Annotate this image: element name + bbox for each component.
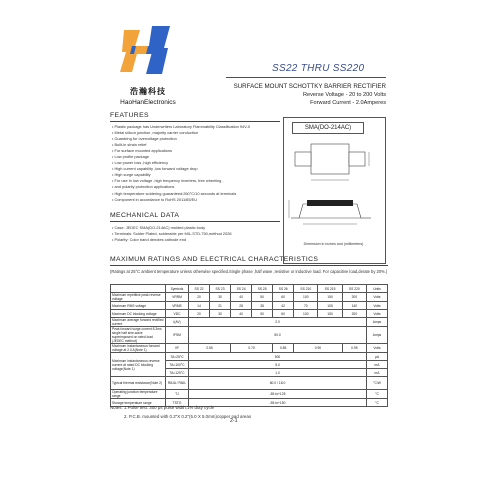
table-cell: SS 24 [231, 285, 252, 293]
table-cell: Symbols [166, 285, 189, 293]
features-list [112, 124, 282, 203]
table-cell: Volts [367, 310, 388, 318]
package-outline-drawing [285, 134, 383, 240]
table-cell: Maximum DC blocking voltage [111, 310, 166, 318]
table-cell: VF [166, 344, 189, 353]
brand-en-name: HaoHanElectronics [120, 99, 176, 106]
ratings-note: (Ratings at 25°C ambient temperature unless otherwise specified.Single phase ,half wave ,resistive or inductive load. For capacitive load,derate by 20%.) [110, 269, 388, 274]
table-cell: Maximum repetitive peak reverse voltage [111, 293, 166, 302]
mechanical-rule [110, 221, 280, 222]
mechanical-list [112, 225, 282, 244]
table-cell: RθJA / RθJL [166, 377, 189, 390]
note-1: Notes: 1.Pulse test: 300 μs pulse width,1% duty cycle [110, 405, 215, 410]
page-number: 2-1 [230, 418, 238, 424]
feature-item: • Built-in strain relief [112, 142, 282, 148]
table-cell: 150 [318, 293, 342, 302]
table-cell: TA=100°C [166, 361, 189, 369]
table-cell: 200 [342, 293, 366, 302]
table-cell: 0.55 [189, 344, 231, 353]
table-cell: 0.90 [294, 344, 343, 353]
table-cell: 30 [210, 310, 231, 318]
table-row [111, 344, 388, 353]
feature-item: • Low power loss ,high efficiency [112, 160, 282, 166]
table-cell: Amps [367, 327, 388, 344]
table-cell: SS 220 [342, 285, 366, 293]
table-cell: SS 210 [294, 285, 318, 293]
table-cell: Maximum instantaneous forward voltage at 2.0 A(Note 1) [111, 344, 166, 353]
table-cell: 14 [189, 302, 210, 310]
table-cell: 100 [294, 310, 318, 318]
feature-item: • For use in low voltage ,high frequency inverters, free wheeling , [112, 178, 282, 184]
table-cell: Volts [367, 344, 388, 353]
mechanical-heading: MECHANICAL DATA [110, 212, 180, 219]
notes-block [110, 403, 390, 421]
table-cell: TA=125°C [166, 369, 189, 377]
table-cell: -55 to+125 [189, 390, 367, 399]
mechanical-item: • Terminals: Solder Plated, solderable per MIL-STD-750,method 2026 [112, 231, 282, 237]
dimension-note: Dimension in inches and (millimeters) [303, 242, 364, 246]
table-cell: 0.85 [273, 344, 294, 353]
features-heading: FEATURES [110, 112, 149, 119]
feature-item: • High temperature soldering guaranteed:260°C/10 seconds at terminals [112, 191, 282, 197]
package-label: SMA(DO-214AC) [292, 122, 364, 134]
table-cell: VRMS [166, 302, 189, 310]
forward-current: Forward Current - 2.0Amperes [310, 100, 386, 106]
table-cell: Maximum instantaneous reverse current at rated DC blocking voltage(Note 1) [111, 353, 166, 377]
table-cell: 140 [342, 302, 366, 310]
features-rule [110, 121, 280, 122]
table-cell: 40 [231, 293, 252, 302]
table-cell: 20 [189, 293, 210, 302]
mechanical-item: • Polarity: Color band denotes cathode end [112, 237, 282, 243]
table-row [111, 285, 388, 293]
table-cell: Amps [367, 318, 388, 327]
ratings-heading: MAXIMUM RATINGS AND ELECTRICAL CHARACTERISTICS [110, 256, 319, 263]
product-subtitle: SURFACE MOUNT SCHOTTKY BARRIER RECTIFIER [233, 83, 386, 90]
table-cell: 40 [231, 310, 252, 318]
table-row [111, 390, 388, 399]
table-cell: 20 [189, 310, 210, 318]
feature-item: • High current capability ,low forward voltage drop [112, 166, 282, 172]
table-cell: 200 [342, 310, 366, 318]
table-cell: 60.0 / 18.0 [189, 377, 367, 390]
table-cell: 50.0 [189, 327, 367, 344]
feature-item: • Component in accordance to RoHS 2011/65/EU [112, 197, 282, 203]
brand-logo [118, 20, 174, 80]
table-cell: °C [367, 390, 388, 399]
table-cell: 30 [210, 293, 231, 302]
table-cell: VDC [166, 310, 189, 318]
table-cell: IFSM [166, 327, 189, 344]
table-cell: 105 [318, 302, 342, 310]
table-cell: Storage temperature range [111, 399, 166, 407]
table-cell: 0.95 [342, 344, 366, 353]
table-cell: -55 to+150 [189, 399, 367, 407]
table-cell: μA [367, 353, 388, 361]
table-cell: 1.0 [189, 369, 367, 377]
table-cell: VRRM [166, 293, 189, 302]
feature-item: • High surge capability [112, 172, 282, 178]
table-row [111, 293, 388, 302]
table-cell [111, 285, 166, 293]
table-row [111, 327, 388, 344]
table-cell: 50 [252, 293, 273, 302]
table-cell: 42 [273, 302, 294, 310]
table-cell: Volts [367, 293, 388, 302]
ratings-rule [110, 265, 388, 266]
feature-item: • Guardring for overvoltage protection [112, 136, 282, 142]
brand-cn-name: 浩瀚科技 [130, 87, 166, 96]
table-cell: 70 [294, 302, 318, 310]
table-cell: I(AV) [166, 318, 189, 327]
table-cell: mA [367, 369, 388, 377]
feature-item: • Low profile package [112, 154, 282, 160]
mechanical-item: • Case: JEDEC SMA(DO-214AC) molded plastic body [112, 225, 282, 231]
part-title: SS22 THRU SS220 [272, 63, 365, 74]
table-cell: SS 26 [273, 285, 294, 293]
table-cell: 28 [231, 302, 252, 310]
table-cell: 100 [294, 293, 318, 302]
table-row [111, 377, 388, 390]
table-cell: 5.0 [189, 361, 367, 369]
feature-item: • and polarity protection applications [112, 184, 282, 190]
table-cell: SS 215 [318, 285, 342, 293]
table-cell: mA [367, 361, 388, 369]
table-cell: Maximum RMS voltage [111, 302, 166, 310]
table-cell: 0.70 [231, 344, 273, 353]
feature-item: • For surface mounted applications [112, 148, 282, 154]
feature-item: • Plastic package has Underwriters Laboratory Flammability Classification 94V-0 [112, 124, 282, 130]
table-cell: 500 [189, 353, 367, 361]
table-cell: 60 [273, 293, 294, 302]
table-row [111, 318, 388, 327]
table-row [111, 310, 388, 318]
table-cell: SS 22 [189, 285, 210, 293]
table-cell: SS 23 [210, 285, 231, 293]
table-cell: Maximum average forward rectified current [112, 318, 164, 326]
table-row [111, 353, 388, 361]
table-cell: °C [367, 399, 388, 407]
table-row [111, 302, 388, 310]
table-cell: TA=25°C [166, 353, 189, 361]
table-cell: °C/W [367, 377, 388, 390]
reverse-voltage: Reverse Voltage - 20 to 200 Volts [302, 92, 386, 98]
table-cell: Operating junction temperature range [111, 390, 166, 399]
table-cell: Peak forward surge current 8.3ms single half sine-wave superimposed on rated load (JEDEC method) [111, 327, 166, 344]
feature-item: • Metal silicon junction ,majority carrier conduction [112, 130, 282, 136]
title-rule [226, 77, 386, 78]
table-cell: 60 [273, 310, 294, 318]
table-cell: 2.0 [189, 318, 367, 327]
table-cell: TSTG [166, 399, 189, 407]
table-cell: 150 [318, 310, 342, 318]
note-2: 2. P.C.B. mounted with 0.2"X 0.2"(5.0 X 5.0mm)copper pad areas [124, 414, 252, 419]
ratings-table [110, 284, 388, 407]
table-cell: 35 [252, 302, 273, 310]
table-cell: Units [367, 285, 388, 293]
table-cell: Typical thermal resistance(Note 2) [111, 377, 166, 390]
table-cell: SS 25 [252, 285, 273, 293]
table-cell: 50 [252, 310, 273, 318]
table-cell: Volts [367, 302, 388, 310]
table-cell: TJ [166, 390, 189, 399]
table-cell: 21 [210, 302, 231, 310]
